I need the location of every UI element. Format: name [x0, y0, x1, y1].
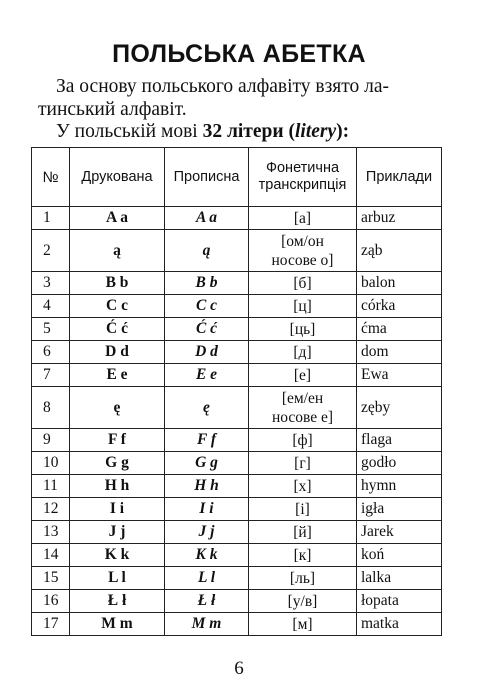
cell-printed: ę — [70, 387, 165, 429]
count-prefix: У польській мові — [56, 121, 203, 142]
cell-cursive: F f — [165, 429, 249, 452]
cell-num: 8 — [32, 387, 70, 429]
cell-printed: Ć ć — [70, 318, 165, 341]
cell-num: 2 — [32, 230, 70, 272]
cell-example: zęby — [357, 387, 442, 429]
table-row — [32, 318, 442, 341]
cell-num: 9 — [32, 429, 70, 452]
cell-example: dom — [357, 341, 442, 364]
cell-example: arbuz — [357, 207, 442, 230]
count-suffix: ): — [336, 121, 350, 142]
cell-phonetic: [м] — [249, 613, 357, 636]
cell-phonetic: [і] — [249, 498, 357, 521]
cell-num: 17 — [32, 613, 70, 636]
table-row — [32, 207, 442, 230]
cell-printed: H h — [70, 475, 165, 498]
cell-num: 15 — [32, 567, 70, 590]
table-body — [32, 207, 442, 636]
cell-phonetic: [ц] — [249, 295, 357, 318]
table-row — [32, 295, 442, 318]
cell-printed: F f — [70, 429, 165, 452]
cell-printed: ą — [70, 230, 165, 272]
table-row — [32, 364, 442, 387]
table-row — [32, 567, 442, 590]
cell-example: igła — [357, 498, 442, 521]
intro-line-2: тинський алфавіт. — [38, 98, 187, 120]
header-cursive: Прописна — [165, 148, 249, 207]
letter-count-line — [56, 121, 349, 143]
cell-phonetic: [ем/ен носове е] — [249, 387, 357, 429]
table-row — [32, 272, 442, 295]
cell-phonetic: [у/в] — [249, 590, 357, 613]
header-phonetic: Фонетична транскрипція — [249, 148, 357, 207]
cell-cursive: L l — [165, 567, 249, 590]
cell-example: Jarek — [357, 521, 442, 544]
page-title: ПОЛЬСЬКА АБЕТКА — [112, 40, 366, 68]
cell-cursive: M m — [165, 613, 249, 636]
cell-printed: A a — [70, 207, 165, 230]
table-row — [32, 590, 442, 613]
cell-num: 3 — [32, 272, 70, 295]
cell-num: 14 — [32, 544, 70, 567]
cell-printed: I i — [70, 498, 165, 521]
cell-printed: C c — [70, 295, 165, 318]
alphabet-table — [31, 147, 442, 636]
cell-cursive: B b — [165, 272, 249, 295]
cell-num: 7 — [32, 364, 70, 387]
cell-phonetic: [е] — [249, 364, 357, 387]
cell-example: lalka — [357, 567, 442, 590]
cell-printed: G g — [70, 452, 165, 475]
cell-printed: D d — [70, 341, 165, 364]
polish-word-litery: litery — [295, 121, 337, 142]
header-num: № — [32, 148, 70, 207]
cell-cursive: J j — [165, 521, 249, 544]
cell-printed: K k — [70, 544, 165, 567]
cell-example: córka — [357, 295, 442, 318]
table-row — [32, 387, 442, 429]
cell-cursive: ą — [165, 230, 249, 272]
table-row — [32, 452, 442, 475]
cell-num: 12 — [32, 498, 70, 521]
cell-cursive: Ć ć — [165, 318, 249, 341]
cell-num: 10 — [32, 452, 70, 475]
cell-printed: L l — [70, 567, 165, 590]
intro-line-1: За основу польського алфавіту взято ла- — [56, 76, 390, 97]
cell-example: łopata — [357, 590, 442, 613]
cell-example: ząb — [357, 230, 442, 272]
cell-phonetic: [д] — [249, 341, 357, 364]
cell-cursive: Ł ł — [165, 590, 249, 613]
cell-example: Ewa — [357, 364, 442, 387]
cell-phonetic: [ф] — [249, 429, 357, 452]
cell-example: balon — [357, 272, 442, 295]
cell-example: godło — [357, 452, 442, 475]
cell-cursive: K k — [165, 544, 249, 567]
cell-example: flaga — [357, 429, 442, 452]
cell-num: 6 — [32, 341, 70, 364]
cell-num: 11 — [32, 475, 70, 498]
table-row — [32, 521, 442, 544]
cell-cursive: E e — [165, 364, 249, 387]
table-header-row — [32, 148, 442, 207]
table-row — [32, 613, 442, 636]
intro-paragraph — [38, 76, 440, 121]
cell-phonetic: [г] — [249, 452, 357, 475]
cell-cursive: D d — [165, 341, 249, 364]
cell-printed: E e — [70, 364, 165, 387]
cell-example: ćma — [357, 318, 442, 341]
cell-printed: J j — [70, 521, 165, 544]
cell-cursive: ę — [165, 387, 249, 429]
cell-phonetic: [ць] — [249, 318, 357, 341]
cell-printed: B b — [70, 272, 165, 295]
header-examples: Приклади — [357, 148, 442, 207]
letter-count: 32 літери — [202, 121, 284, 142]
table-row — [32, 498, 442, 521]
page-number: 6 — [234, 658, 244, 679]
cell-phonetic: [ом/он носове о] — [249, 230, 357, 272]
cell-example: hymn — [357, 475, 442, 498]
table-row — [32, 230, 442, 272]
cell-num: 1 — [32, 207, 70, 230]
cell-phonetic: [а] — [249, 207, 357, 230]
cell-num: 13 — [32, 521, 70, 544]
table-row — [32, 475, 442, 498]
cell-printed: M m — [70, 613, 165, 636]
cell-cursive: G g — [165, 452, 249, 475]
cell-phonetic: [б] — [249, 272, 357, 295]
cell-phonetic: [ль] — [249, 567, 357, 590]
count-paren-open: ( — [283, 121, 295, 142]
cell-num: 16 — [32, 590, 70, 613]
cell-example: matka — [357, 613, 442, 636]
cell-phonetic: [й] — [249, 521, 357, 544]
cell-cursive: H h — [165, 475, 249, 498]
cell-printed: Ł ł — [70, 590, 165, 613]
cell-phonetic: [к] — [249, 544, 357, 567]
cell-num: 5 — [32, 318, 70, 341]
cell-num: 4 — [32, 295, 70, 318]
table-row — [32, 429, 442, 452]
cell-example: koń — [357, 544, 442, 567]
cell-cursive: I i — [165, 498, 249, 521]
cell-phonetic: [х] — [249, 475, 357, 498]
table-row — [32, 544, 442, 567]
cell-cursive: A a — [165, 207, 249, 230]
cell-cursive: C c — [165, 295, 249, 318]
table-row — [32, 341, 442, 364]
header-printed: Друкована — [70, 148, 165, 207]
